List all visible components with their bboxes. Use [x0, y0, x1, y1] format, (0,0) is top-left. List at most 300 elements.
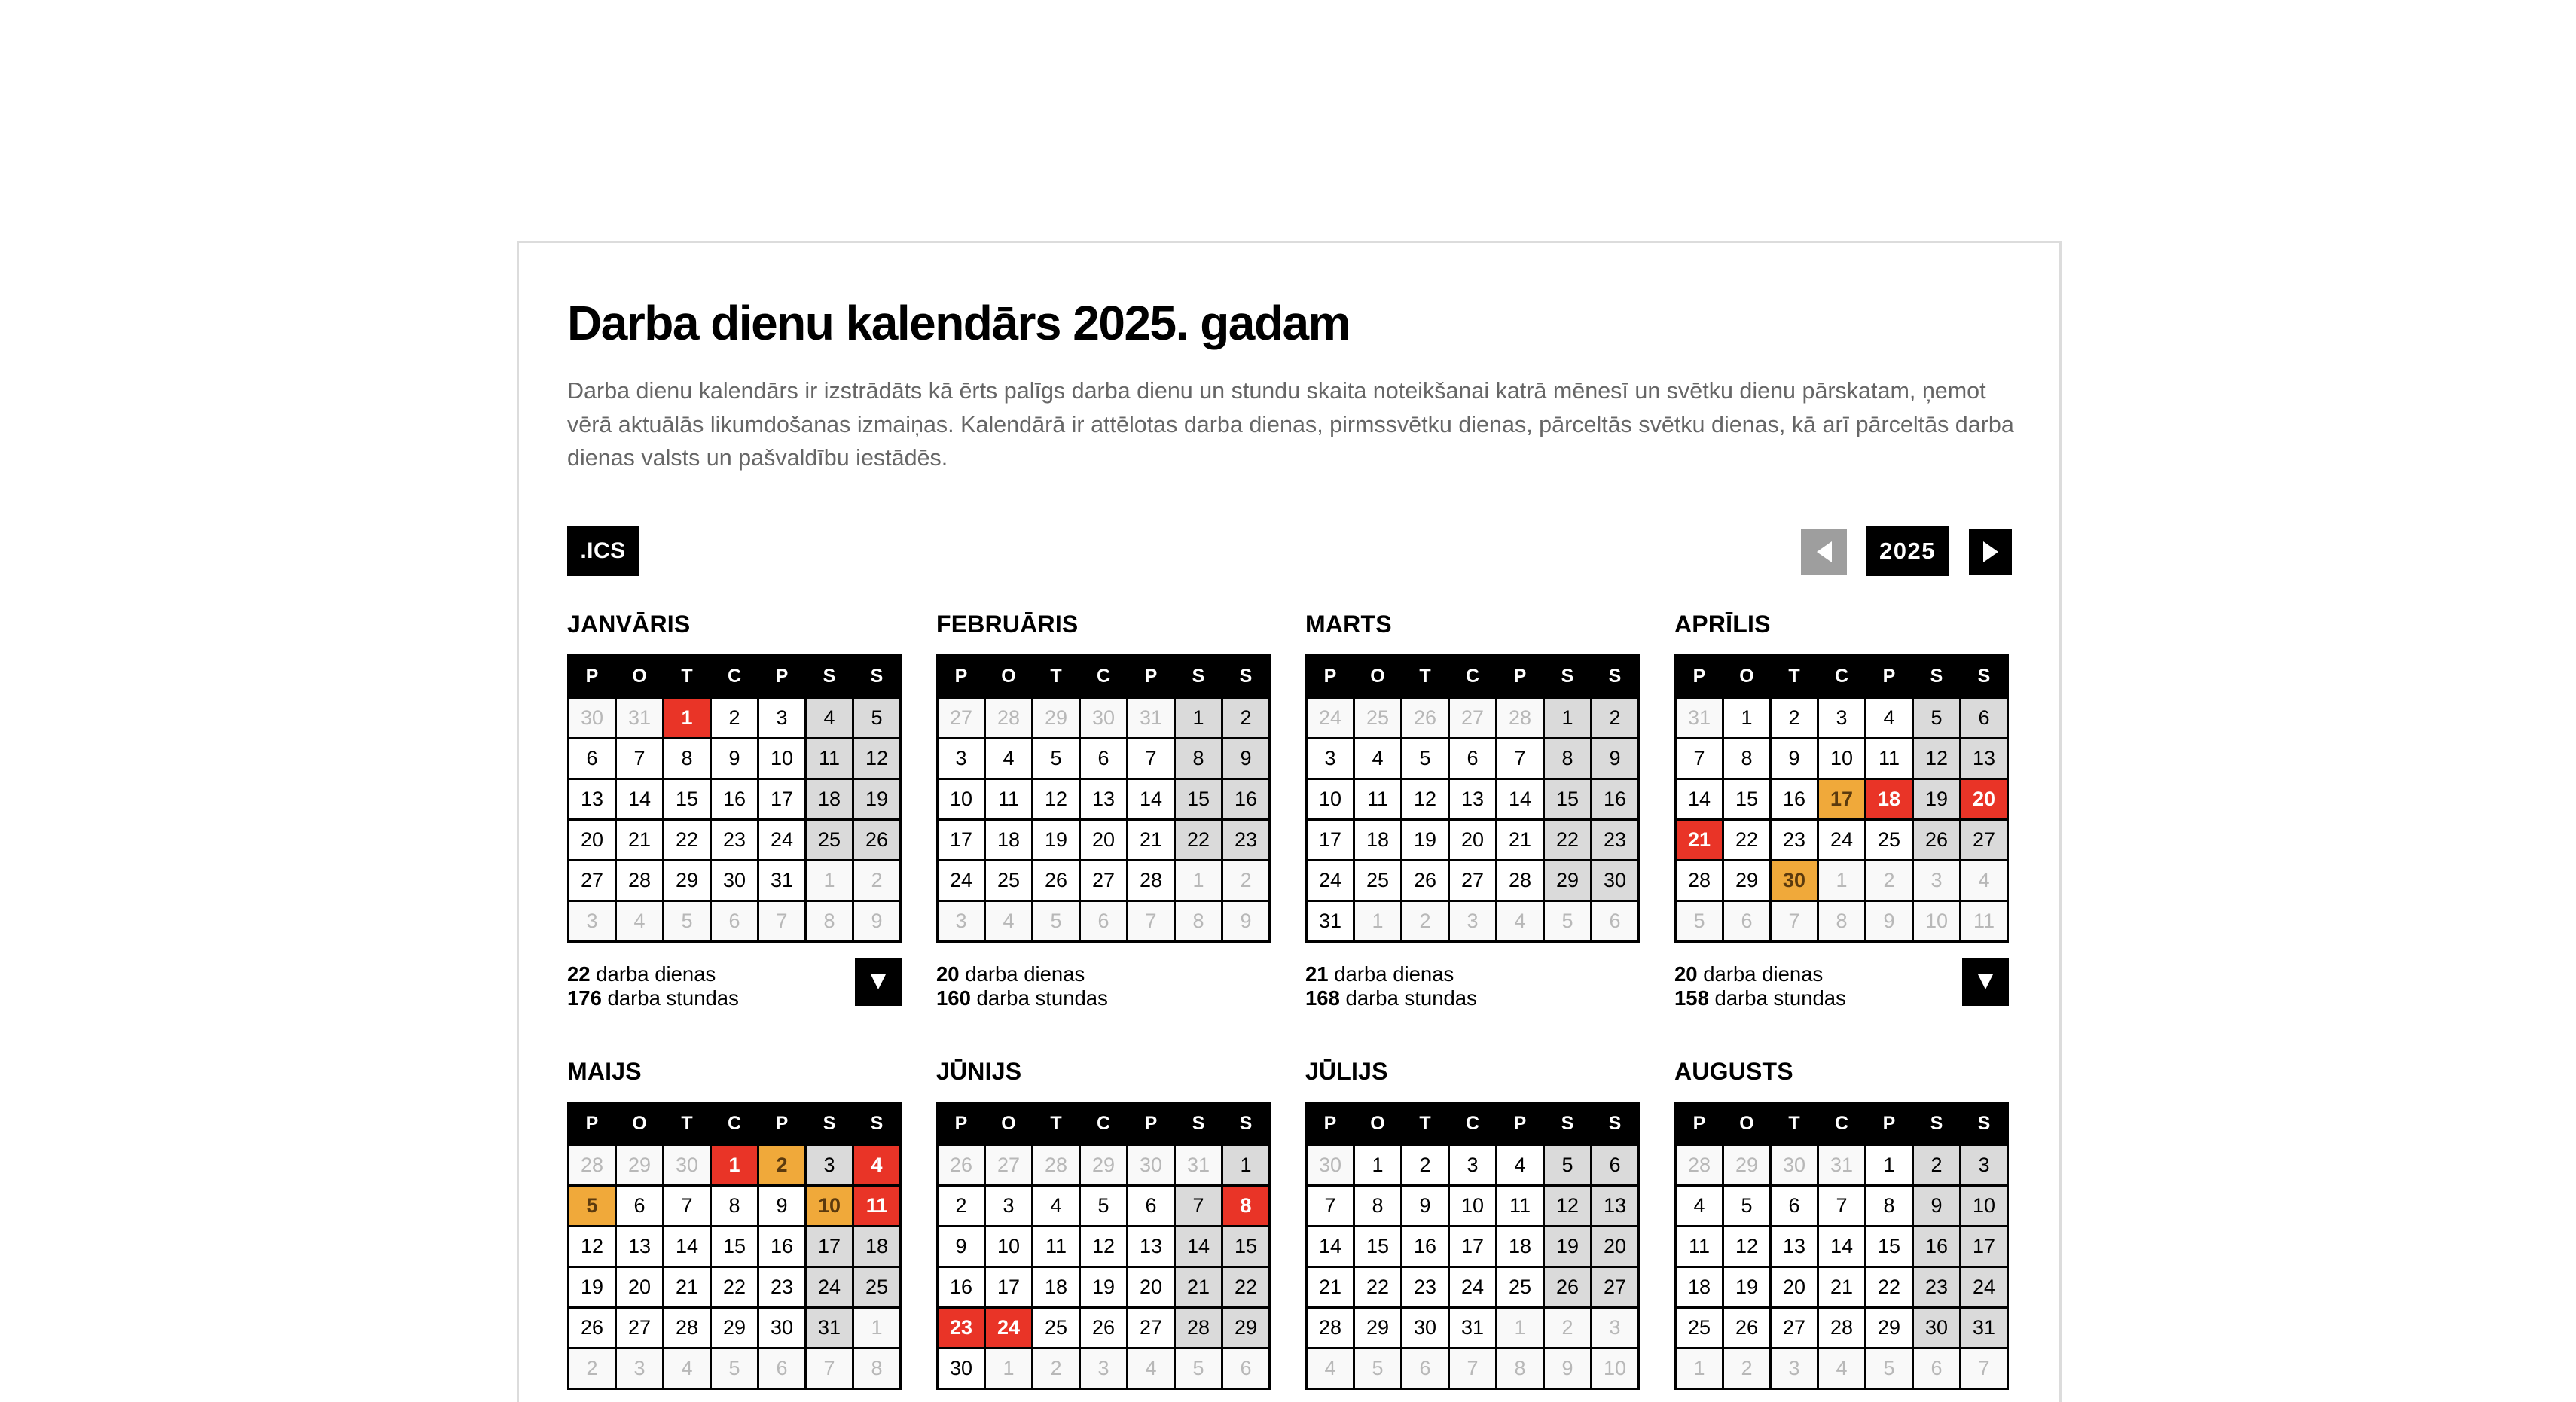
outside-month-day-cell: 5 — [664, 901, 711, 942]
day-cell: 9 — [758, 1186, 806, 1227]
outside-month-day-cell: 9 — [1222, 901, 1270, 942]
day-cell: 31 — [1307, 901, 1354, 942]
outside-month-day-cell: 31 — [616, 698, 664, 739]
day-cell: 30 — [938, 1349, 985, 1389]
working-hours-label: darba stundas — [607, 986, 739, 1010]
day-cell: 22 — [711, 1267, 758, 1308]
outside-month-day-cell: 9 — [853, 901, 901, 942]
day-cell: 4 — [1676, 1186, 1723, 1227]
day-cell: 27 — [1128, 1308, 1175, 1349]
month-calendar-table — [567, 1102, 902, 1390]
weekend-day-cell: 30 — [1592, 861, 1639, 901]
outside-month-day-cell: 7 — [758, 901, 806, 942]
weekday-header: S — [1913, 1103, 1961, 1145]
outside-month-day-cell: 10 — [1913, 901, 1961, 942]
outside-month-day-cell: 8 — [1497, 1349, 1544, 1389]
working-days-label: darba dienas — [965, 962, 1085, 986]
outside-month-day-cell: 2 — [569, 1349, 616, 1389]
weekend-day-cell: 30 — [1913, 1308, 1961, 1349]
day-cell: 27 — [1080, 861, 1128, 901]
month-summary — [1305, 962, 1640, 1015]
weekend-day-cell: 27 — [1961, 820, 2008, 861]
calendar-toolbar — [567, 526, 2012, 576]
day-cell: 25 — [1676, 1308, 1723, 1349]
day-cell: 14 — [1497, 779, 1544, 820]
weekend-day-cell: 17 — [1961, 1227, 2008, 1267]
weekday-header: O — [985, 1103, 1033, 1145]
outside-month-day-cell: 30 — [1307, 1145, 1354, 1186]
weekend-day-cell: 26 — [1544, 1267, 1592, 1308]
day-cell: 24 — [1307, 861, 1354, 901]
weekday-header-row — [1676, 1103, 2008, 1145]
weekday-header: S — [1222, 1103, 1270, 1145]
day-cell: 20 — [1128, 1267, 1175, 1308]
weekday-header: S — [1544, 1103, 1592, 1145]
weekday-header: P — [1128, 1103, 1175, 1145]
week-row — [938, 820, 1270, 861]
outside-month-day-cell: 1 — [853, 1308, 901, 1349]
day-cell: 22 — [1723, 820, 1771, 861]
weekend-day-cell: 9 — [1592, 739, 1639, 779]
day-cell: 6 — [1080, 739, 1128, 779]
outside-month-day-cell: 2 — [853, 861, 901, 901]
outside-month-day-cell: 28 — [1676, 1145, 1723, 1186]
day-cell: 19 — [1402, 820, 1449, 861]
day-cell: 15 — [1866, 1227, 1913, 1267]
week-row — [1676, 901, 2008, 942]
day-cell: 17 — [985, 1267, 1033, 1308]
weekend-day-cell: 25 — [806, 820, 853, 861]
day-cell: 10 — [758, 739, 806, 779]
outside-month-day-cell: 5 — [1033, 901, 1080, 942]
outside-month-day-cell: 6 — [711, 901, 758, 942]
weekend-day-cell: 12 — [853, 739, 901, 779]
day-cell: 29 — [711, 1308, 758, 1349]
weekend-day-cell: 26 — [1913, 820, 1961, 861]
day-cell: 25 — [985, 861, 1033, 901]
weekend-day-cell: 5 — [1544, 1145, 1592, 1186]
day-cell: 22 — [664, 820, 711, 861]
day-cell: 5 — [1402, 739, 1449, 779]
weekday-header: P — [1307, 656, 1354, 698]
week-row — [569, 820, 901, 861]
triangle-down-icon — [1978, 974, 1993, 989]
working-hours-line — [1674, 986, 2009, 1010]
day-cell: 2 — [938, 1186, 985, 1227]
month-summary — [567, 962, 902, 1015]
outside-month-day-cell: 31 — [1175, 1145, 1222, 1186]
day-cell: 22 — [1354, 1267, 1402, 1308]
day-cell: 17 — [1307, 820, 1354, 861]
pre-holiday-day-cell: 5 — [569, 1186, 616, 1227]
day-cell: 3 — [1449, 1145, 1497, 1186]
day-cell: 29 — [1354, 1308, 1402, 1349]
day-cell: 19 — [1723, 1267, 1771, 1308]
outside-month-day-cell: 3 — [1080, 1349, 1128, 1389]
working-hours-count: 158 — [1674, 986, 1709, 1010]
month-title: APRĪLIS — [1674, 611, 1771, 638]
day-cell: 9 — [938, 1227, 985, 1267]
weekday-header: P — [758, 1103, 806, 1145]
triangle-down-icon — [871, 974, 886, 989]
outside-month-day-cell: 3 — [1592, 1308, 1639, 1349]
weekday-header: P — [1497, 656, 1544, 698]
day-cell: 12 — [1033, 779, 1080, 820]
weekend-day-cell: 22 — [1175, 820, 1222, 861]
outside-month-day-cell: 27 — [938, 698, 985, 739]
week-row — [569, 861, 901, 901]
weekday-header: P — [569, 656, 616, 698]
weekend-day-cell: 18 — [806, 779, 853, 820]
triangle-right-icon — [1983, 541, 1998, 562]
outside-month-day-cell: 4 — [664, 1349, 711, 1389]
outside-month-day-cell: 4 — [1818, 1349, 1866, 1389]
weekday-header: P — [1307, 1103, 1354, 1145]
month-title: MARTS — [1305, 611, 1392, 638]
day-cell: 3 — [985, 1186, 1033, 1227]
month-summary — [936, 962, 1271, 1015]
weekday-header: P — [1676, 656, 1723, 698]
day-cell: 7 — [616, 739, 664, 779]
outside-month-day-cell: 3 — [1913, 861, 1961, 901]
weekend-day-cell: 16 — [1592, 779, 1639, 820]
day-cell: 18 — [1033, 1267, 1080, 1308]
week-row — [1676, 1186, 2008, 1227]
day-cell: 9 — [1771, 739, 1818, 779]
weekend-day-cell: 5 — [853, 698, 901, 739]
weekend-day-cell: 24 — [806, 1267, 853, 1308]
working-days-label: darba dienas — [1703, 962, 1824, 986]
day-cell: 4 — [1033, 1186, 1080, 1227]
weekday-header: T — [1033, 1103, 1080, 1145]
day-cell: 15 — [1354, 1227, 1402, 1267]
pre-holiday-day-cell: 2 — [758, 1145, 806, 1186]
day-cell: 27 — [569, 861, 616, 901]
outside-month-day-cell: 1 — [1818, 861, 1866, 901]
weekday-header: S — [1592, 656, 1639, 698]
weekday-header: C — [1449, 656, 1497, 698]
day-cell: 16 — [1402, 1227, 1449, 1267]
outside-month-day-cell: 7 — [806, 1349, 853, 1389]
day-cell: 21 — [1128, 820, 1175, 861]
outside-month-day-cell: 25 — [1354, 698, 1402, 739]
holiday-day-cell: 11 — [853, 1186, 901, 1227]
working-hours-count: 176 — [567, 986, 602, 1010]
weekday-header: P — [1676, 1103, 1723, 1145]
day-cell: 16 — [938, 1267, 985, 1308]
weekday-header: S — [806, 656, 853, 698]
day-cell: 13 — [616, 1227, 664, 1267]
weekday-header: P — [569, 1103, 616, 1145]
day-cell: 24 — [1449, 1267, 1497, 1308]
week-row — [569, 1227, 901, 1267]
weekend-day-cell: 8 — [1544, 739, 1592, 779]
weekday-header: P — [758, 656, 806, 698]
day-cell: 25 — [1033, 1308, 1080, 1349]
day-cell: 5 — [1033, 739, 1080, 779]
outside-month-day-cell: 9 — [1544, 1349, 1592, 1389]
weekend-day-cell: 16 — [1913, 1227, 1961, 1267]
outside-month-day-cell: 5 — [1354, 1349, 1402, 1389]
working-hours-count: 160 — [936, 986, 971, 1010]
day-cell: 21 — [1818, 1267, 1866, 1308]
day-cell: 24 — [758, 820, 806, 861]
day-cell: 11 — [1033, 1227, 1080, 1267]
day-cell: 23 — [711, 820, 758, 861]
week-row — [938, 1267, 1270, 1308]
weekday-header: T — [664, 1103, 711, 1145]
week-row — [1307, 820, 1639, 861]
weekend-day-cell: 11 — [806, 739, 853, 779]
day-cell: 8 — [1866, 1186, 1913, 1227]
day-cell: 6 — [1449, 739, 1497, 779]
day-cell: 3 — [758, 698, 806, 739]
outside-month-day-cell: 8 — [1818, 901, 1866, 942]
outside-month-day-cell: 5 — [1175, 1349, 1222, 1389]
week-row — [938, 698, 1270, 739]
weekday-header: C — [1818, 1103, 1866, 1145]
day-cell: 6 — [569, 739, 616, 779]
day-cell: 28 — [616, 861, 664, 901]
weekend-day-cell: 3 — [1961, 1145, 2008, 1186]
pre-holiday-day-cell: 10 — [806, 1186, 853, 1227]
weekday-header: S — [1592, 1103, 1639, 1145]
outside-month-day-cell: 9 — [1866, 901, 1913, 942]
weekend-day-cell: 12 — [1913, 739, 1961, 779]
working-hours-label: darba stundas — [976, 986, 1108, 1010]
day-cell: 15 — [1723, 779, 1771, 820]
weekend-day-cell: 17 — [806, 1227, 853, 1267]
weekend-day-cell: 19 — [1913, 779, 1961, 820]
month-0 — [567, 609, 902, 1056]
months-grid — [567, 609, 2013, 1402]
week-row — [569, 1308, 901, 1349]
outside-month-day-cell: 29 — [1033, 698, 1080, 739]
month-4 — [567, 1056, 902, 1402]
outside-month-day-cell: 2 — [1723, 1349, 1771, 1389]
day-cell: 30 — [758, 1308, 806, 1349]
weekend-day-cell: 29 — [1544, 861, 1592, 901]
week-row — [569, 1349, 901, 1389]
day-cell: 7 — [1307, 1186, 1354, 1227]
holiday-day-cell: 20 — [1961, 779, 2008, 820]
outside-month-day-cell: 1 — [1354, 901, 1402, 942]
outside-month-day-cell: 30 — [1771, 1145, 1818, 1186]
weekday-header: C — [1080, 656, 1128, 698]
weekend-day-cell: 22 — [1222, 1267, 1270, 1308]
day-cell: 6 — [1771, 1186, 1818, 1227]
day-cell: 30 — [1402, 1308, 1449, 1349]
expand-month-details-button[interactable] — [855, 958, 902, 1006]
weekday-header-row — [569, 656, 901, 698]
day-cell: 27 — [616, 1308, 664, 1349]
outside-month-day-cell: 11 — [1961, 901, 2008, 942]
week-row — [1676, 1349, 2008, 1389]
outside-month-day-cell: 6 — [1222, 1349, 1270, 1389]
weekend-day-cell: 18 — [853, 1227, 901, 1267]
weekend-day-cell: 19 — [1544, 1227, 1592, 1267]
weekday-header: P — [1866, 656, 1913, 698]
working-days-line — [1674, 962, 2009, 986]
working-hours-line — [567, 986, 902, 1010]
outside-month-day-cell: 3 — [938, 901, 985, 942]
intro-paragraph: Darba dienu kalendārs ir izstrādāts kā ērts palīgs darba dienu un stundu skaita noteikšanai katrā mēnesī un svētku dienu pārskatam, ņemot vērā aktuālās likumdošanas izmaiņas. Kalendārā ir attēlotas darba dienas, pirmssvētku dienas, pārceltās svētku dienas, kā arī pārceltās darba dienas valsts un pašvaldību iestādēs. — [567, 378, 2014, 471]
weekday-header: T — [664, 656, 711, 698]
day-cell: 8 — [1354, 1186, 1402, 1227]
weekend-day-cell: 24 — [1961, 1267, 2008, 1308]
pre-holiday-day-cell: 17 — [1818, 779, 1866, 820]
day-cell: 21 — [664, 1267, 711, 1308]
weekend-day-cell: 27 — [1592, 1267, 1639, 1308]
day-cell: 11 — [1866, 739, 1913, 779]
pre-holiday-day-cell: 30 — [1771, 861, 1818, 901]
weekday-header: O — [1354, 656, 1402, 698]
outside-month-day-cell: 4 — [985, 901, 1033, 942]
week-row — [1307, 1267, 1639, 1308]
weekday-header: P — [1128, 656, 1175, 698]
day-cell: 7 — [1818, 1186, 1866, 1227]
next-year-button[interactable] — [1969, 529, 2012, 575]
day-cell: 11 — [985, 779, 1033, 820]
day-cell: 7 — [1676, 739, 1723, 779]
day-cell: 11 — [1354, 779, 1402, 820]
day-cell: 1 — [1723, 698, 1771, 739]
weekday-header: T — [1402, 1103, 1449, 1145]
week-row — [1307, 861, 1639, 901]
outside-month-day-cell: 29 — [1080, 1145, 1128, 1186]
month-title: MAIJS — [567, 1058, 642, 1085]
weekday-header: C — [1818, 656, 1866, 698]
month-7 — [1674, 1056, 2009, 1402]
day-cell: 1 — [1354, 1145, 1402, 1186]
weekday-header: S — [853, 656, 901, 698]
week-row — [1676, 1145, 2008, 1186]
day-cell: 17 — [938, 820, 985, 861]
month-calendar-table — [936, 1102, 1271, 1390]
weekend-day-cell: 13 — [1961, 739, 2008, 779]
outside-month-day-cell: 28 — [985, 698, 1033, 739]
weekday-header: S — [1913, 656, 1961, 698]
day-cell: 12 — [1402, 779, 1449, 820]
working-days-label: darba dienas — [1334, 962, 1454, 986]
weekday-header: T — [1771, 1103, 1818, 1145]
day-cell: 5 — [1723, 1186, 1771, 1227]
day-cell: 22 — [1866, 1267, 1913, 1308]
day-cell: 26 — [1402, 861, 1449, 901]
previous-year-button[interactable] — [1801, 529, 1847, 575]
month-5 — [936, 1056, 1271, 1402]
day-cell: 8 — [1723, 739, 1771, 779]
outside-month-day-cell: 7 — [1961, 1349, 2008, 1389]
working-hours-count: 168 — [1305, 986, 1340, 1010]
outside-month-day-cell: 10 — [1592, 1349, 1639, 1389]
holiday-day-cell: 23 — [938, 1308, 985, 1349]
weekend-day-cell: 16 — [1222, 779, 1270, 820]
day-cell: 19 — [1033, 820, 1080, 861]
outside-month-day-cell: 2 — [1866, 861, 1913, 901]
weekday-header-row — [1676, 656, 2008, 698]
day-cell: 7 — [664, 1186, 711, 1227]
weekday-header: O — [1354, 1103, 1402, 1145]
day-cell: 24 — [1818, 820, 1866, 861]
month-calendar-table — [1674, 1102, 2009, 1390]
outside-month-day-cell: 5 — [1676, 901, 1723, 942]
outside-month-day-cell: 31 — [1818, 1145, 1866, 1186]
outside-month-day-cell: 6 — [1913, 1349, 1961, 1389]
weekday-header: C — [1449, 1103, 1497, 1145]
outside-month-day-cell: 3 — [616, 1349, 664, 1389]
month-calendar-table — [1305, 654, 1640, 943]
expand-month-details-button[interactable] — [1962, 958, 2009, 1006]
month-title: JŪNIJS — [936, 1058, 1022, 1085]
outside-month-day-cell: 31 — [1676, 698, 1723, 739]
weekend-day-cell: 2 — [1592, 698, 1639, 739]
weekday-header: P — [938, 1103, 985, 1145]
day-cell: 3 — [938, 739, 985, 779]
weekday-header: C — [711, 1103, 758, 1145]
week-row — [1676, 1267, 2008, 1308]
day-cell: 31 — [758, 861, 806, 901]
week-row — [569, 739, 901, 779]
outside-month-day-cell: 8 — [806, 901, 853, 942]
weekend-day-cell: 23 — [1592, 820, 1639, 861]
day-cell: 28 — [1676, 861, 1723, 901]
outside-month-day-cell: 24 — [1307, 698, 1354, 739]
month-title: JŪLIJS — [1305, 1058, 1388, 1085]
month-calendar-table — [936, 654, 1271, 943]
weekday-header: P — [1497, 1103, 1544, 1145]
month-title: AUGUSTS — [1674, 1058, 1793, 1085]
week-row — [938, 901, 1270, 942]
day-cell: 20 — [1080, 820, 1128, 861]
day-cell: 13 — [569, 779, 616, 820]
month-6 — [1305, 1056, 1640, 1402]
weekend-day-cell: 31 — [806, 1308, 853, 1349]
outside-month-day-cell: 28 — [569, 1145, 616, 1186]
outside-month-day-cell: 8 — [853, 1349, 901, 1389]
ics-download-button[interactable]: .ICS — [567, 526, 639, 576]
outside-month-day-cell: 27 — [985, 1145, 1033, 1186]
outside-month-day-cell: 3 — [569, 901, 616, 942]
outside-month-day-cell: 27 — [1449, 698, 1497, 739]
week-row — [1307, 698, 1639, 739]
outside-month-day-cell: 28 — [1497, 698, 1544, 739]
day-cell: 7 — [1128, 739, 1175, 779]
day-cell: 13 — [1080, 779, 1128, 820]
outside-month-day-cell: 6 — [1080, 901, 1128, 942]
day-cell: 18 — [1497, 1227, 1544, 1267]
weekday-header-row — [569, 1103, 901, 1145]
day-cell: 8 — [711, 1186, 758, 1227]
week-row — [1307, 901, 1639, 942]
weekend-day-cell: 13 — [1592, 1186, 1639, 1227]
weekend-day-cell: 31 — [1961, 1308, 2008, 1349]
day-cell: 29 — [664, 861, 711, 901]
weekend-day-cell: 1 — [1544, 698, 1592, 739]
day-cell: 25 — [1354, 861, 1402, 901]
day-cell: 3 — [1307, 739, 1354, 779]
day-cell: 13 — [1449, 779, 1497, 820]
day-cell: 11 — [1676, 1227, 1723, 1267]
outside-month-day-cell: 4 — [616, 901, 664, 942]
weekday-header: O — [616, 656, 664, 698]
outside-month-day-cell: 6 — [1592, 901, 1639, 942]
weekday-header: T — [1033, 656, 1080, 698]
weekday-header-row — [1307, 1103, 1639, 1145]
day-cell: 25 — [1497, 1267, 1544, 1308]
day-cell: 9 — [1402, 1186, 1449, 1227]
month-1 — [936, 609, 1271, 1056]
